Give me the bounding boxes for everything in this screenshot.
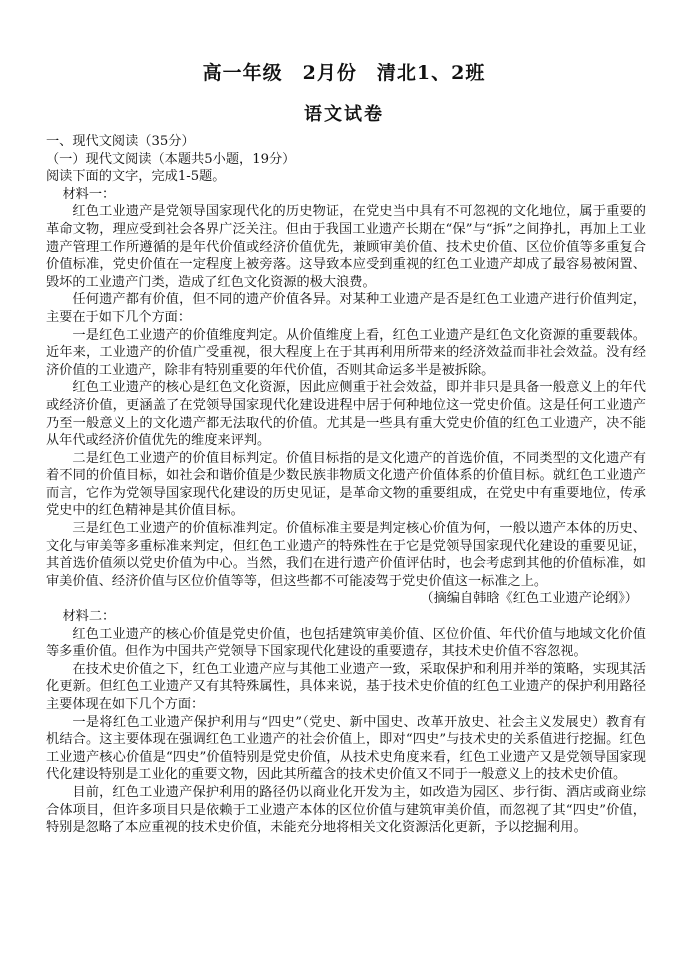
material-1-paragraph: 三是红色工业遗产的价值标准判定。价值标准主要是判定核心价值为何，一般以遗产本体的历史、文化与审美等多重标准来判定，但红色工业遗产的特殊性在于它是党领导国家现代化建设的重要见证，其首选价值须以党史价值为中心。当然，我们在进行遗产价值评估时，也会考虑到其他的价值标准，如审美价值、经济价值与区位价值等等，但这些都不可能凌驾于党史价值这一标准之上。 bbox=[46, 521, 646, 589]
reading-section bbox=[46, 133, 646, 837]
exam-title: 高一年级 2月份 清北1、2班 bbox=[202, 62, 486, 84]
material-1-label: 材料一： bbox=[62, 186, 116, 202]
section-instruction: 阅读下面的文字，完成1-5题。 bbox=[46, 169, 226, 185]
section-subheading: （一）现代文阅读（本题共5小题，19分） bbox=[46, 151, 296, 167]
material-1-paragraph: 二是红色工业遗产的价值目标判定。价值目标指的是文化遗产的首选价值，不同类型的文化遗产有着不同的价值目标，如社会和谐价值是少数民族非物质文化遗产价值体系的价值目标。就红色工业遗产而言，它作为党领导国家现代化建设的历史见证，是革命文物的重要组成，在党史中有重要地位，传承党史中的红色精神是其价值目标。 bbox=[46, 450, 646, 519]
material-2-paragraph: 一是将红色工业遗产保护利用与“四史”（党史、新中国史、改革开放史、社会主义发展史）教育有机结合。这主要体现在强调红色工业遗产的社会价值上，即对“四史”与技术史的关系值进行挖掘。红色工业遗产核心价值是“四史”价值特别是党史价值，从技术史角度来看，红色工业遗产又是党领导国家现代化建设特别是工业化的重要文物，因此其所蕴含的技术史价值又不同于一般意义上的技术史价值。 bbox=[46, 714, 646, 783]
material-1-paragraph: 任何遗产都有价值，但不同的遗产价值各异。对某种工业遗产是否是红色工业遗产进行价值判定，主要在于如下几个方面： bbox=[46, 292, 646, 325]
material-1-paragraph: 红色工业遗产的核心是红色文化资源，因此应侧重于社会效益，即并非只是具备一般意义上的年代或经济价值，更涵盖了在党领导国家现代化建设进程中居于何种地位这一党史价值。这是任何工业遗产乃至一般意义上的文化遗产都无法取代的价值。尤其是一些具有重大党史价值的红色工业遗产，决不能从年代或经济价值优先的维度来评判。 bbox=[46, 380, 646, 449]
material-2-label: 材料二： bbox=[62, 609, 116, 625]
material-2-paragraph: 红色工业遗产的核心价值是党史价值，也包括建筑审美价值、区位价值、年代价值与地域文化价值等多重价值。但作为中国共产党领导下国家现代化建设的重要遗存，其技术史价值不容忽视。 bbox=[46, 626, 646, 660]
material-1-paragraph: 一是红色工业遗产的价值维度判定。从价值维度上看，红色工业遗产是红色文化资源的重要载体。近年来，工业遗产的价值广受重视，很大程度上在于其再利用所带来的经济效益而非社会效益。没有经济价值的工业遗产，除非有特别重要的年代价值，否则其命运多半是被拆除。 bbox=[46, 327, 646, 378]
material-1-paragraph: 红色工业遗产是党领导国家现代化的历史物证，在党史当中具有不可忽视的文化地位，属于重要的革命文物，理应受到社会各界广泛关注。但由于我国工业遗产长期在“保”与“拆”之间挣扎，再加上工业遗产管理工作所遵循的是年代价值或经济价值优先，兼顾审美价值、技术史价值、区位价值等多重复合价值标准，党史价值在一定程度上被旁落。这导致本应受到重视的红色工业遗产却成了最容易被闲置、毁坏的工业遗产门类，造成了红色文化资源的极大浪费。 bbox=[46, 204, 646, 290]
material-2-paragraph: 在技术史价值之下，红色工业遗产应与其他工业遗产一致，采取保护和利用并举的策略，实现其活化更新。但红色工业遗产又有其特殊属性，具体来说，基于技术史价值的红色工业遗产的保护利用路径主要体现在如下几个方面： bbox=[46, 661, 646, 712]
section-heading: 一、现代文阅读（35分） bbox=[46, 134, 195, 149]
material-1-source: （摘编自韩晗《红色工业遗产论纲》） bbox=[420, 591, 638, 607]
material-2-paragraph: 目前，红色工业遗产保护利用的路径仍以商业化开发为主，如改造为园区、步行街、酒店或商业综合体项目，但许多项目只是依赖于工业遗产本体的区位价值与建筑审美价值，而忽视了其“四史”价值，特别是忽略了本应重视的技术史价值，未能充分地将相关文化资源活化更新，予以挖掘利用。 bbox=[46, 784, 646, 836]
exam-subtitle: 语文试卷 bbox=[304, 104, 384, 125]
